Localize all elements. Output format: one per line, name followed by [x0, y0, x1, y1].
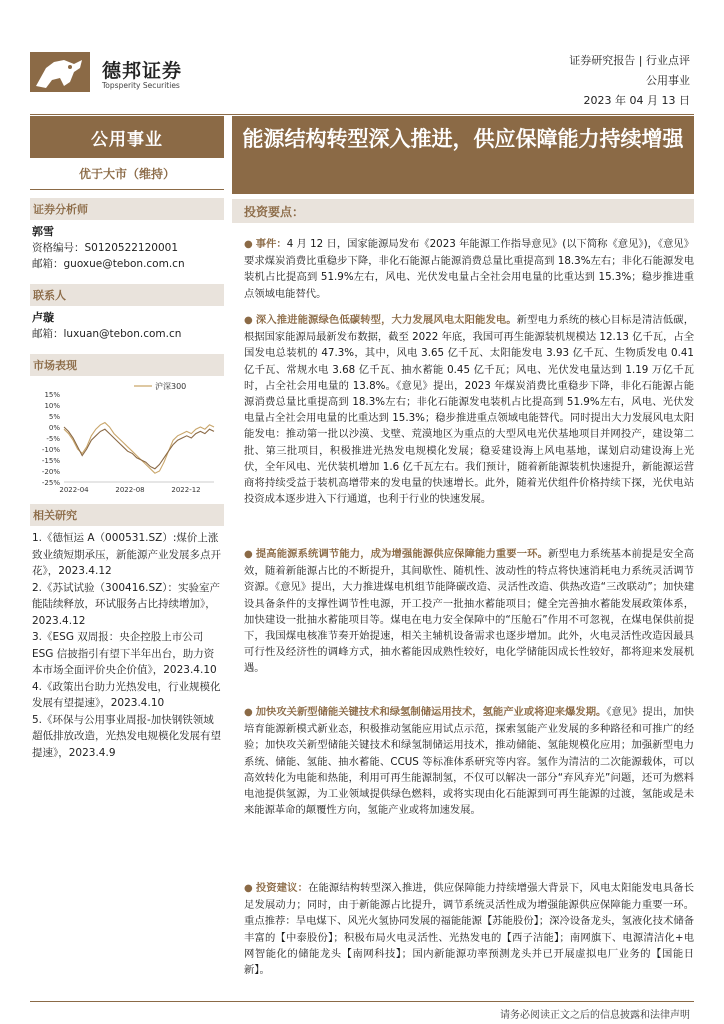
paragraph-lead: 事件： — [255, 238, 287, 250]
paragraph-text: 新型电力系统基本前提是安全高效，随着新能源占比的不断提升，其间歇性、随机性、波动性的特点将快速消耗电力系统灵活调节资源。《意见》提出，大力推进煤电机组节能降碳改造、灵活性改造、供热改造“三改联动”；加快建设具备条件的支撑性调节性电源，开工投产一批抽水蓄能项目；健全完善抽水蓄能发展政策体系，加快建设一批抽水蓄能项目等。煤电在电力安全保障中的“压舱石”作用不可忽视，在煤电保供前提下，我国煤电核准节奏开始提速，相关主辅机设备需求也逐步增加。此外，火电灵活性改造因最具可行性及经济性的调峰方式，抽水蓄能因成熟性较好，电化学储能因成长性较好，都将迎来发展机遇。 — [244, 548, 695, 675]
y-tick-label: 10% — [44, 402, 60, 410]
analyst-cert: 资格编号：S0120522120001 — [32, 242, 179, 254]
analyst-name: 郭雪 — [32, 225, 54, 238]
y-tick-label: -25% — [41, 479, 60, 487]
market-chart — [30, 380, 224, 498]
paragraph-green-transition — [244, 312, 694, 507]
x-tick-label: 2022-04 — [59, 486, 89, 494]
bull-logo-icon — [30, 50, 92, 94]
paragraph-text: 《意见》提出，加快培育能源新模式新业态，积极推动氢能应用试点示范，探索氢能产业发展的多种路径和可推广的经验；加快攻关新型储能关键技术和绿氢制储运用技术，推动储能、氢能规模化应用；加强新型电力系统、储能、氢能、抽水蓄能、CCUS 等标准体系研究等内容。氢作为清洁的二次能源载体，可以高效转化为电能和热能，利用可再生能源制氢，不仅可以解决一部分“弃风弃光”问题，还可为燃料电池提供氢源，为工业领域提供绿色燃料，或将实现由化石能源到可再生能源的过渡，氢能或是未来能源革命的颠覆性方向，氢能产业或将加速发展。 — [244, 706, 695, 817]
report-title: 能源结构转型深入推进，供应保障能力持续增强 — [232, 116, 694, 194]
market-section-title: 市场表现 — [30, 354, 224, 376]
paragraph-hydrogen — [244, 704, 694, 818]
related-item[interactable]: 4.《政策出台助力光热发电，行业规模化发展有望提速》，2023.4.10 — [32, 680, 221, 709]
series-line — [64, 423, 214, 474]
paragraph-lead: 投资建议： — [255, 882, 309, 894]
sector-box: 公用事业 — [30, 116, 224, 158]
report-type: 证券研究报告 | 行业点评 — [569, 54, 690, 67]
bullet-icon: ● — [244, 883, 253, 894]
paragraph-lead: 加快攻关新型储能关键技术和绿氢制储运用技术，氢能产业或将迎来爆发期。 — [255, 706, 607, 718]
bullet-icon: ● — [244, 549, 253, 560]
y-tick-label: -5% — [46, 435, 60, 443]
related-section-title: 相关研究 — [30, 504, 224, 526]
footer-divider — [30, 1001, 694, 1002]
related-item[interactable]: 3.《ESG 双周报：央企控股上市公司 ESG 信披指引有望下半年出台，助力资本市场全面评价央企价值》，2023.4.10 — [32, 631, 217, 676]
x-tick-label: 2022-12 — [171, 486, 201, 494]
paragraph-text: 在能源结构转型深入推进，供应保障能力持续增强大背景下，风电太阳能发电具备长足发展动力；同时，由于新能源占比提升，调节系统灵活性成为增强能源供应保障能力重要一环。重点推荐：旱电煤下、风光火氢协同发展的福能能源【苏能股份】；深冷设备龙头，氢液化技术储备丰富的【中泰股份】；积极布局火电灵活性、光热发电的【西子洁能】；南网旗下、电源清洁化+电网智能化的储能龙头【南网科技】；国内新能源功率预测龙头并已开展虚拟电厂业务的【国能日新】。 — [244, 882, 695, 977]
report-date: 2023 年 04 月 13 日 — [583, 94, 690, 107]
contact-section-title: 联系人 — [30, 284, 224, 306]
y-tick-label: 0% — [48, 424, 60, 432]
related-list — [30, 526, 224, 761]
brand-name-cn: 德邦证券 — [102, 60, 183, 82]
contact-email[interactable]: 邮箱：luxuan@tebon.com.cn — [32, 328, 182, 340]
market-chart-svg — [30, 380, 224, 498]
bullet-icon: ● — [244, 315, 253, 326]
bullet-icon: ● — [244, 239, 253, 250]
rating-label: 优于大市（维持） — [30, 162, 224, 190]
paragraph-lead: 提高能源系统调节能力，成为增强能源供应保障能力重要一环。 — [255, 548, 549, 560]
paragraph-text: 4 月 12 日，国家能源局发布《2023 年能源工作指导意见》(以下简称《意见》)，《意见》要求煤炭消费比重稳步下降，非化石能源占能源消费总量比重提高到 18.3%左右；非化石能源发电装机占比提高到 51.9%左右，风电、光伏发电量占全社会用电量的比重达到 15.3%；稳步推进重点领域电能替代。 — [244, 238, 695, 300]
y-tick-label: -15% — [41, 457, 60, 465]
paragraph-event — [244, 236, 694, 302]
paragraph-investment — [244, 880, 694, 978]
report-sector: 公用事业 — [646, 74, 690, 87]
related-item[interactable]: 5.《环保与公用事业周报-加快钢铁领域超低排放改造，光热发电规模化发展有望提速》，2023.4.9 — [32, 713, 221, 759]
paragraph-regulation — [244, 546, 694, 677]
report-meta — [569, 51, 690, 111]
bullet-icon: ● — [244, 707, 253, 718]
y-tick-label: 5% — [48, 413, 60, 421]
header-divider — [30, 114, 694, 115]
analyst-section-title: 证券分析师 — [30, 198, 224, 220]
x-tick-label: 2022-08 — [115, 486, 145, 494]
related-item[interactable]: 1.《德恒运 A（000531.SZ）:煤价上涨致业绩短期承压，新能源产业发展多点开花》，2023.4.12 — [32, 532, 221, 577]
sidebar — [30, 116, 224, 761]
key-points-heading: 投资要点： — [232, 199, 694, 223]
analyst-email[interactable]: 邮箱：guoxue@tebon.com.cn — [32, 258, 185, 270]
disclaimer[interactable]: 请务必阅读正文之后的信息披露和法律声明 — [500, 1010, 690, 1021]
company-logo — [30, 50, 190, 96]
related-item[interactable]: 2.《苏试试验（300416.SZ）：实验室产能陆续释放，环试服务占比持续增加》，2023.4.12 — [32, 581, 221, 627]
y-tick-label: 15% — [44, 391, 60, 399]
contact-name: 卢璇 — [32, 311, 54, 324]
legend-label: 沪深300 — [155, 382, 187, 391]
brand-name-en: Topsperity Securities — [102, 81, 180, 90]
y-tick-label: -10% — [41, 446, 60, 454]
paragraph-text: 新型电力系统的核心目标是清洁低碳，根据国家能源局最新发布数据，截至 2022 年底，我国可再生能源装机规模达 12.13 亿千瓦，占全国发电总装机的 47.3%，其中，风电 3.65 亿千瓦、太阳能发电 3.93 亿千瓦、生物质发电 0.41 亿千瓦、常规水电 3.68 亿千瓦、抽水蓄能 0.45 亿千瓦；风电、光伏发电量达到 1.19 万亿千瓦时，占全社会用电量的 13.8%。《意见》提出，2023 年煤炭消费比重稳步下降，非化石能源占能源消费总量比重提高到 18.3%左右；非化石能源发电装机占比提高到 51.9%左右，风电、光伏发电量占全社会用电量的比重达到 15.3%；稳步推进重点领域电能替代。同时提出大力发展风电太阳能发电：推动第一批以沙漠、戈壁、荒漠地区为重点的大型风电光伏基地项目并网投产，建设第二批、第三批项目，积极推进光热发电规模化发展；稳妥建设海上风电基地，谋划启动建设海上光伏，全年风电、光伏装机增加 1.6 亿千瓦左右。我们预计，随着新能源装机快速提升，新能源运营商将持续受益于装机高增带来的发电量的快速增长。此外，随着光伏组件价格持续下探，光伏电站投资成本逐步进入下行通道，也利于行业的快速发展。 — [244, 314, 695, 506]
y-tick-label: -20% — [41, 468, 60, 476]
paragraph-lead: 深入推进能源绿色低碳转型，大力发展风电太阳能发电。 — [255, 314, 517, 326]
